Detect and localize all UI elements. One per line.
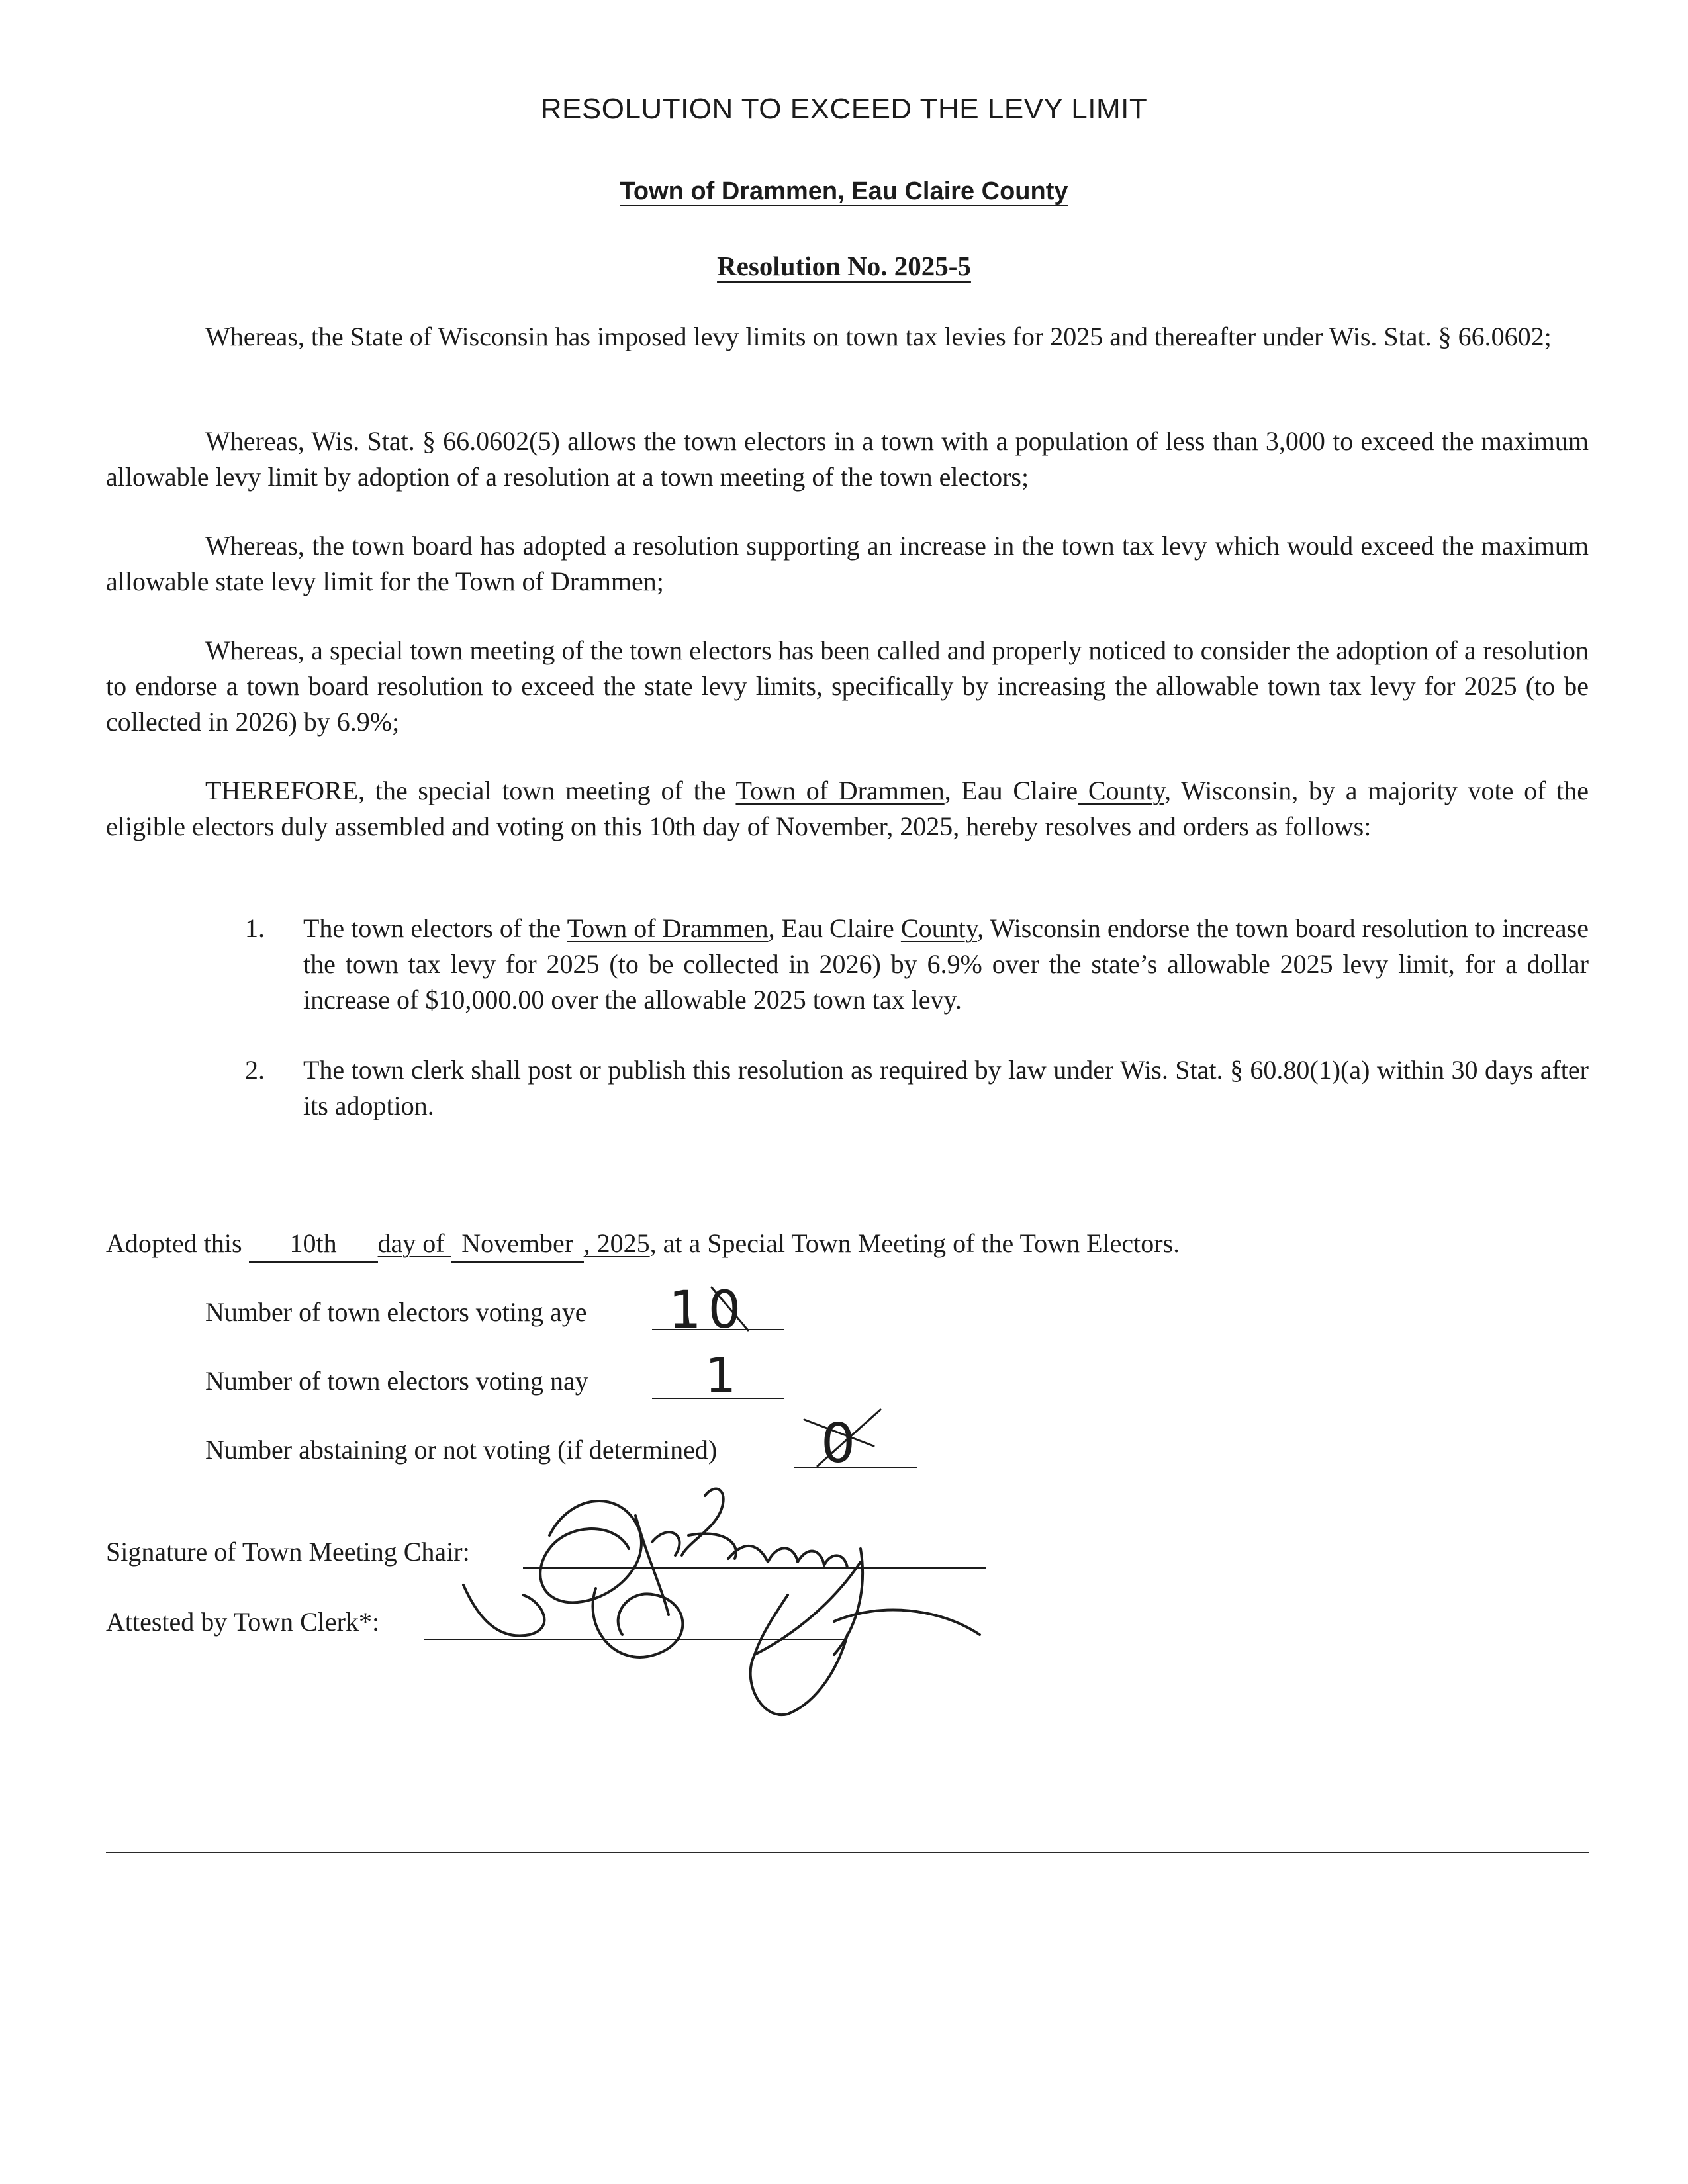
resolution-number: Resolution No. 2025-5: [717, 251, 971, 281]
votes-aye-value: 10: [669, 1281, 748, 1340]
votes-abstain-label: Number abstaining or not voting (if determined): [205, 1435, 718, 1465]
adopted-month: November: [451, 1226, 584, 1263]
aye-zero-slash: [712, 1287, 748, 1330]
votes-abstain-value: 0: [821, 1412, 856, 1475]
votes-nay-value: 1: [705, 1347, 737, 1404]
whereas-paragraph-2: Whereas, Wis. Stat. § 66.0602(5) allows the town electors in a town with a population of less than 3,000 to exceed the maximum allowable levy limit by adoption of a resolution at a town meeting of the town electors;: [106, 426, 1589, 492]
resolution-item-1: 1. The town electors of the Town of Drammen, Eau Claire County, Wisconsin endorse the town board resolution to increase the town tax levy for 2025 (to be collected in 2026) by 6.9% over the state’s allowable 2025 levy limit, for a dollar increase of $10,000.00 over the allowable 2025 town tax levy.: [245, 913, 1589, 1015]
abstain-zero-slash: [804, 1410, 880, 1466]
whereas-paragraph-4: Whereas, a special town meeting of the town electors has been called and properly noticed to consider the adoption of a resolution to endorse a town board resolution to exceed the state levy limits, specifically by increasing the allowable town tax levy for 2025 (to be collected in 2026) by 6.9%;: [106, 635, 1589, 737]
whereas-paragraph-3: Whereas, the town board has adopted a resolution supporting an increase in the town tax levy which would exceed the maximum allowable state levy limit for the Town of Drammen;: [106, 531, 1589, 596]
clerk-signature-label: Attested by Town Clerk*:: [106, 1607, 380, 1637]
whereas-paragraph-1: Whereas, the State of Wisconsin has imposed levy limits on town tax levies for 2025 and thereafter under Wis. Stat. § 66.0602;: [205, 322, 1552, 351]
therefore-paragraph: THEREFORE, the special town meeting of the Town of Drammen, Eau Claire County, Wisconsin, by a majority vote of the eligible electors duly assembled and voting on this 10th day of November, 2025, hereby resolves and orders as follows:: [106, 776, 1589, 841]
adopted-line: Adopted this 10th day of November , 2025, at a Special Town Meeting of the Town Electors.: [106, 1226, 1180, 1263]
adopted-day: 10th: [249, 1226, 378, 1263]
document-subtitle: Town of Drammen, Eau Claire County: [620, 177, 1068, 205]
resolution-item-2: 2. The town clerk shall post or publish this resolution as required by law under Wis. Stat. § 60.80(1)(a) within 30 days after its adoption.: [245, 1055, 1589, 1120]
chair-signature-label: Signature of Town Meeting Chair:: [106, 1537, 470, 1567]
votes-aye-label: Number of town electors voting aye: [205, 1297, 587, 1327]
footer-rule: [106, 1852, 1589, 1853]
document-title: RESOLUTION TO EXCEED THE LEVY LIMIT: [540, 93, 1148, 125]
aye-tally-mark: [685, 1297, 688, 1324]
votes-nay-label: Number of town electors voting nay: [205, 1366, 588, 1396]
